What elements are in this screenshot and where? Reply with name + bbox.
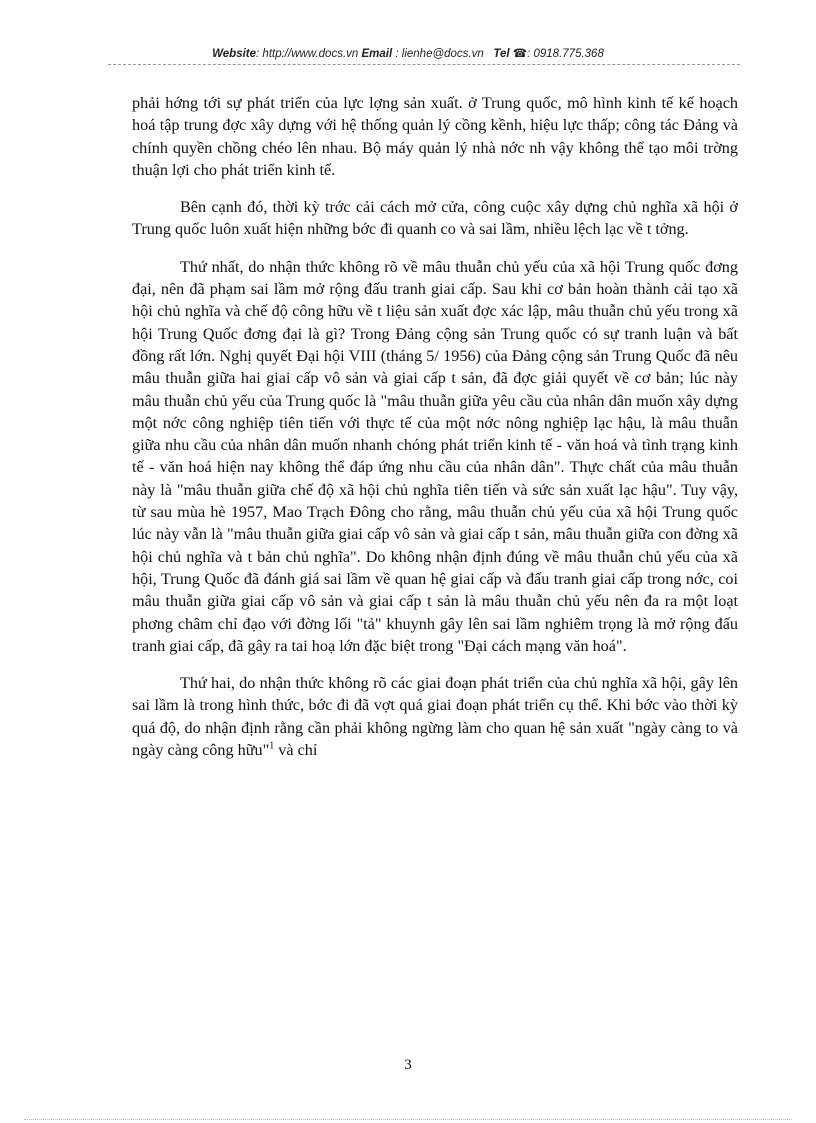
paragraph-1: phải hớng tới sự phát triển của lực lợng sản xuất. ở Trung quốc, mô hình kinh tế kế hoạch hoá tập trung đợc xây dựng với hệ thống quản lý cồng kềnh, hiệu lực thấp; công tác Đảng và chính quyền chồng chéo lên nhau. Bộ máy quản lý nhà nớc nh vậy không thể tạo môi trờng thuận lợi cho phát triển kinh tế. (132, 94, 738, 179)
paragraph-3: Thứ nhất, do nhận thức không rõ về mâu thuẫn chủ yếu của xã hội Trung quốc đơng đại, nên đã phạm sai lầm mở rộng đấu tranh giai cấp. Sau khi cơ bản hoàn thành cải tạo xã hội chủ nghĩa và chế độ công hữu về t liệu sản xuất đợc xác lập, mâu thuẫn chủ yếu trong xã hội Trung Quốc đơng đại là gì? Trong Đảng cộng sản Trung quốc có sự tranh luận và bất đồng rất lớn. Nghị quyết Đại hội VIII (tháng 5/ 1956) của Đảng cộng sản Trung Quốc đã nêu mâu thuẫn giữa hai giai cấp vô sản và giai cấp t sản, đã đợc giải quyết về cơ bản; lúc này mâu thuẫn chủ yếu của Trung quốc là "mâu thuẫn giữa yêu cầu của nhân dân muốn xây dựng một nớc công nghiệp tiên tiến với thực tế của một nớc nông nghiệp lạc hậu, là mâu thuẫn giữa nhu cầu của nhân dân muốn nhanh chóng phát triển kinh tế - văn hoá và tình trạng kinh tế - văn hoá hiện nay không thể đáp ứng nhu cầu của nhân dân". Thực chất của mâu thuẫn này là "mâu thuẫn giữa chế độ xã hội chủ nghĩa tiên tiến và sức sản xuất lạc hậu". Tuy vậy, từ sau mùa hè 1957, Mao Trạch Đông cho rằng, mâu thuẫn chủ yếu của xã hội Trung quốc lúc này vẫn là "mâu thuẫn giữa giai cấp vô sản và giai cấp t sản, mâu thuẫn giữa con đờng xã hội chủ nghĩa và t bản chủ nghĩa". Do không nhận định đúng về mâu thuẫn chủ yếu của xã hội, Trung Quốc đã đánh giá sai lầm về quan hệ giai cấp và đấu tranh giai cấp trong nớc, coi mâu thuẫn giữa giai cấp vô sản và giai cấp t sản là mâu thuẫn chủ yếu nên đa ra một loạt phơng châm chỉ đạo với đờng lối "tả" khuynh gây lên sai lầm nghiêm trọng là mở rộng đấu tranh giai cấp, đã gây ra tai hoạ lớn đặc biệt trong "Đại cách mạng văn hoá". (132, 257, 738, 655)
tel-value: : 0918.775.368 (527, 48, 604, 60)
page-header (0, 46, 816, 60)
footnote-marker[interactable]: 1 (269, 740, 275, 752)
paragraph-4-tail: và chỉ (274, 741, 318, 760)
footer-divider (24, 1119, 792, 1120)
paragraph-4 (132, 672, 738, 761)
website-value: : http://www.docs.vn (256, 48, 359, 60)
website-label: Website (212, 48, 257, 60)
paragraph-2: Bên cạnh đó, thời kỳ trớc cải cách mở cửa, công cuộc xây dựng chủ nghĩa xã hội ở Trung quốc luôn xuất hiện những bớc đi quanh co và sai lầm, nhiều lệch lạc về t tởng. (132, 198, 738, 239)
header-divider (108, 64, 740, 65)
paragraph-4-text: Thứ hai, do nhận thức không rõ các giai đoạn phát triển của chủ nghĩa xã hội, gây lên sai lầm là trong hình thức, bớc đi đã vợt quá giai đoạn phát triển cụ thể. Khi bớc vào thời kỳ quá độ, do nhận định rằng cần phải không ngừng làm cho quan hệ sản xuất "ngày càng to và ngày càng công hữu" (132, 674, 738, 760)
phone-icon: ☎ (512, 48, 528, 60)
email-label: Email (361, 48, 393, 60)
page-number: 3 (404, 1057, 412, 1073)
document-body (132, 92, 738, 776)
tel-label: Tel (493, 48, 510, 60)
email-value: : lienhe@docs.vn (392, 48, 484, 60)
